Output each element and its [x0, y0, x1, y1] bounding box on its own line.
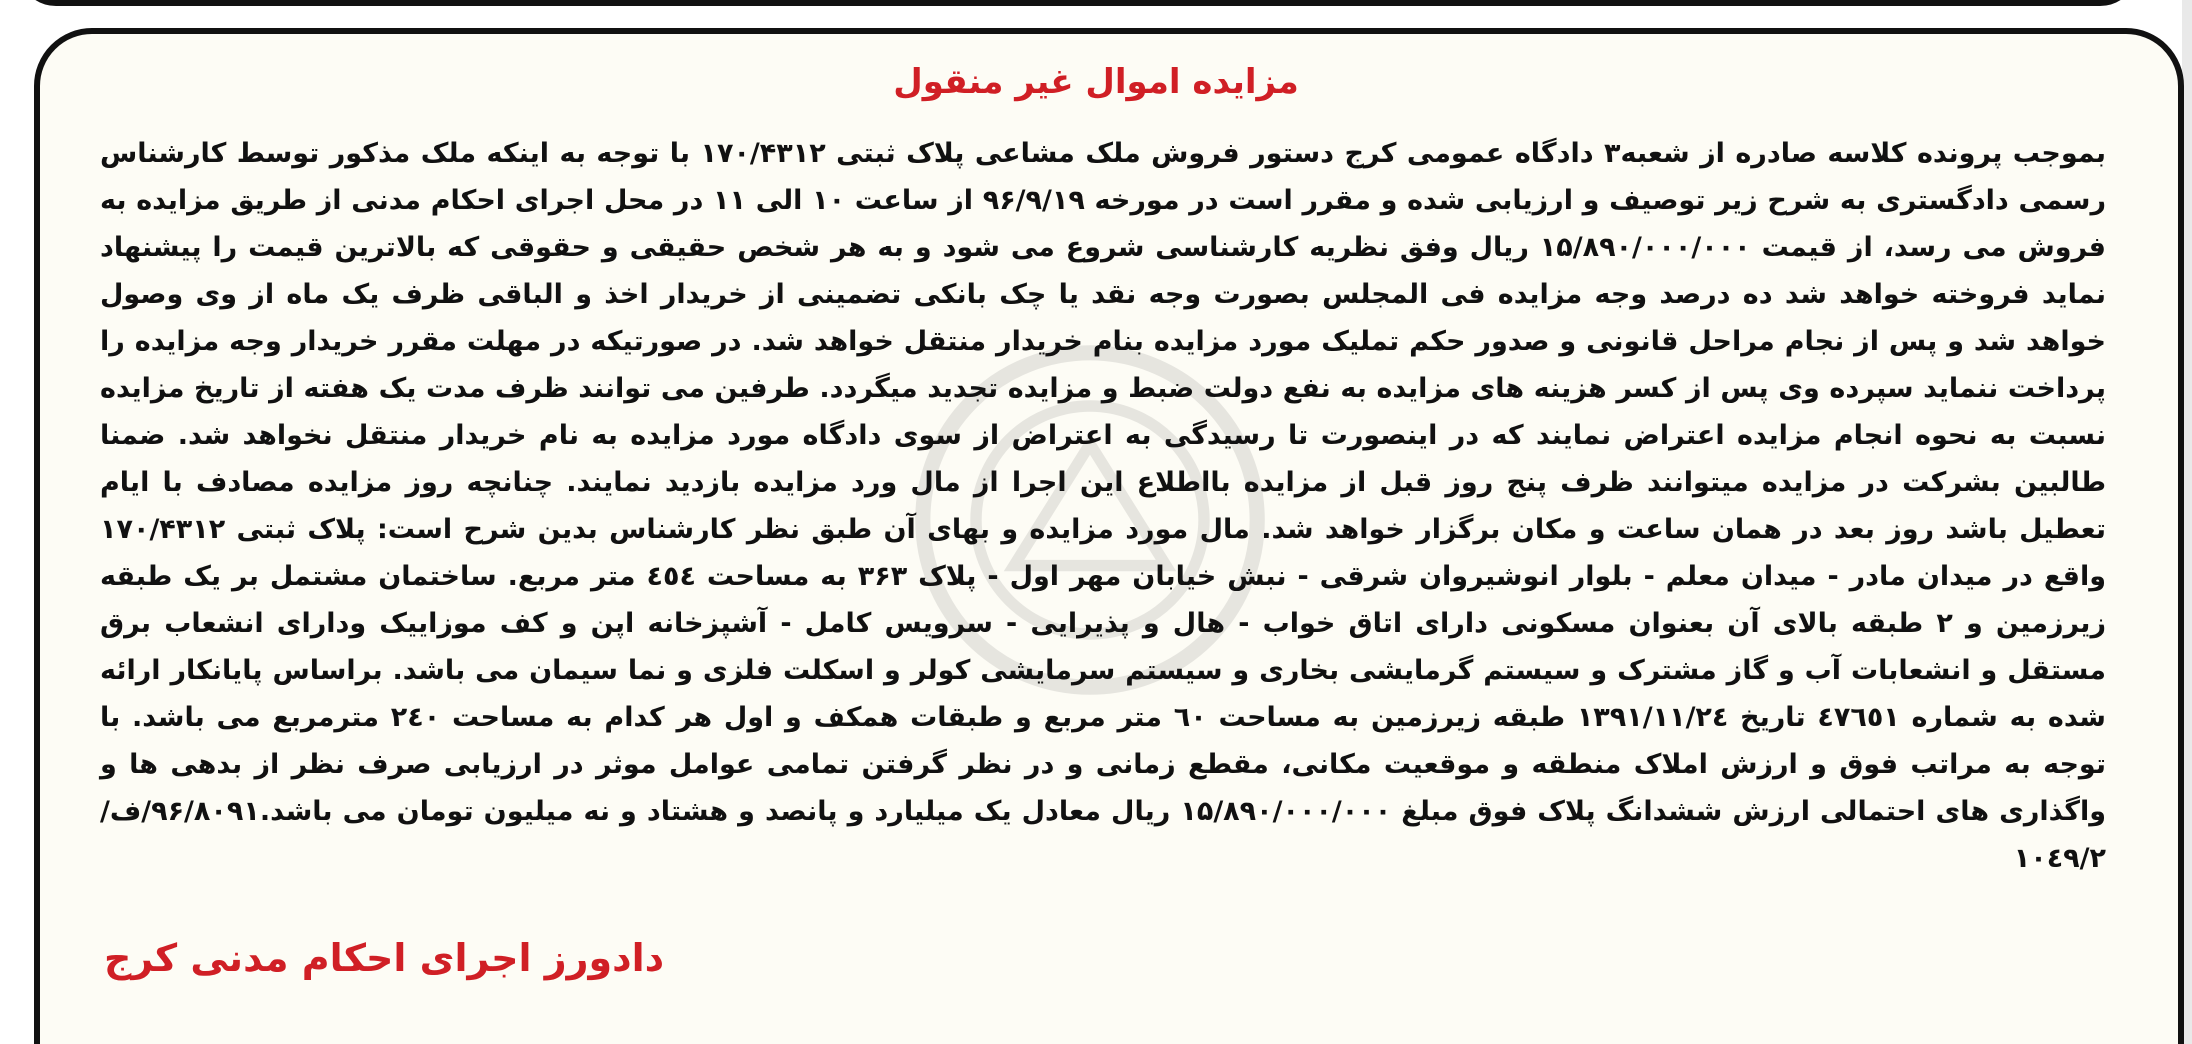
notice-body: بموجب پرونده کلاسه صادره از شعبه۳ دادگاه عمومی کرج دستور فروش ملک مشاعی پلاک ثبتی ۱۷۰/۴۳۱۲ با توجه به اینکه ملک مذکور توسط کارشناس رسمی دادگستری به شرح زیر توصیف و ارزیابی شده و مقرر است در مورخه ۹۶/۹/۱۹ از ساعت ۱۰ الی ۱۱ در محل اجرای احکام مدنی از طریق مزایده به فروش می رسد، از قیمت ۱۵/۸۹۰/۰۰۰/۰۰۰ ریال وفق نظریه کارشناسی شروع می شود و به هر شخص حقیقی و حقوقی که بالاترین قیمت را پیشنهاد نماید فروخته خواهد شد ده درصد وجه مزایده فی المجلس بصورت وجه نقد یا چک بانکی تضمینی از خریدار اخذ و الباقی ظرف یک ماه از وی وصول خواهد شد و پس از نجام مراحل قانونی و صدور حکم تملیک مورد مزایده بنام خریدار منتقل خواهد شد. در صورتیکه در مهلت مقرر خریدار وجه مزایده را پرداخت ننماید سپرده وی پس از کسر هزینه های مزایده به نفع دولت ضبط و مزایده تجدید میگردد. طرفین می توانند ظرف مدت یک هفته از تاریخ مزایده نسبت به نحوه انجام مزایده اعتراض نمایند که در اینصورت تا رسیدگی به اعتراض از سوی دادگاه مورد مزایده به نام خریدار منتقل نخواهد شد. ضمنا طالبین بشرکت در مزایده میتوانند ظرف پنج روز قبل از مزایده بااطلاع این اجرا از مال ورد مزایده بازدید نمایند. چنانچه روز مزایده مصادف با ایام تعطیل باشد روز بعد در همان ساعت و مکان برگزار خواهد شد. مال مورد مزایده و بهای آن طبق نظر کارشناس بدین شرح است: پلاک ثبتی ۱۷۰/۴۳۱۲ واقع در میدان مادر - میدان معلم - بلوار انوشیروان شرقی - نبش خیابان مهر اول - پلاک ۳۶۳ به مساحت ٤٥٤ متر مربع. ساختمان مشتمل بر یک طبقه زیرزمین و ۲ طبقه بالای آن بعنوان مسکونی دارای اتاق خواب - هال و پذیرایی - سرویس کامل - آشپزخانه اپن و کف موزاییک ودارای انشعاب برق مستقل و انشعابات آب و گاز مشترک و سیستم گرمایشی بخاری و سیستم سرمایشی کولر و اسکلت فلزی و نما سیمان می باشد. براساس پایانکار ارائه شده به شماره ٤٧٦٥١ تاریخ ۱۳۹۱/۱۱/۲٤ طبقه زیرزمین به مساحت ٦۰ متر مربع و طبقات همکف و اول هر کدام به مساحت ۲٤۰ مترمربع می باشد. با توجه به مراتب فوق و ارزش املاک منطقه و موقعیت مکانی، مقطع زمانی و در نظر گرفتن تمامی عوامل موثر در ارزیابی صرف نظر از بدهی ها و واگذاری های احتمالی ارزش ششدانگ پلاک فوق مبلغ ۱۵/۸۹۰/۰۰۰/۰۰۰ ریال معادل یک میلیارد و پانصد و هشتاد و نه میلیون تومان می باشد.۹۶/۸۰۹۱/ف/۱۰٤۹/۲ — [100, 138, 2107, 874]
previous-ad-frame — [18, 0, 2138, 6]
notice-signature: دادورز اجرای احکام مدنی کرج — [104, 936, 665, 980]
notice-title: مزایده اموال غیر منقول — [893, 62, 1299, 102]
